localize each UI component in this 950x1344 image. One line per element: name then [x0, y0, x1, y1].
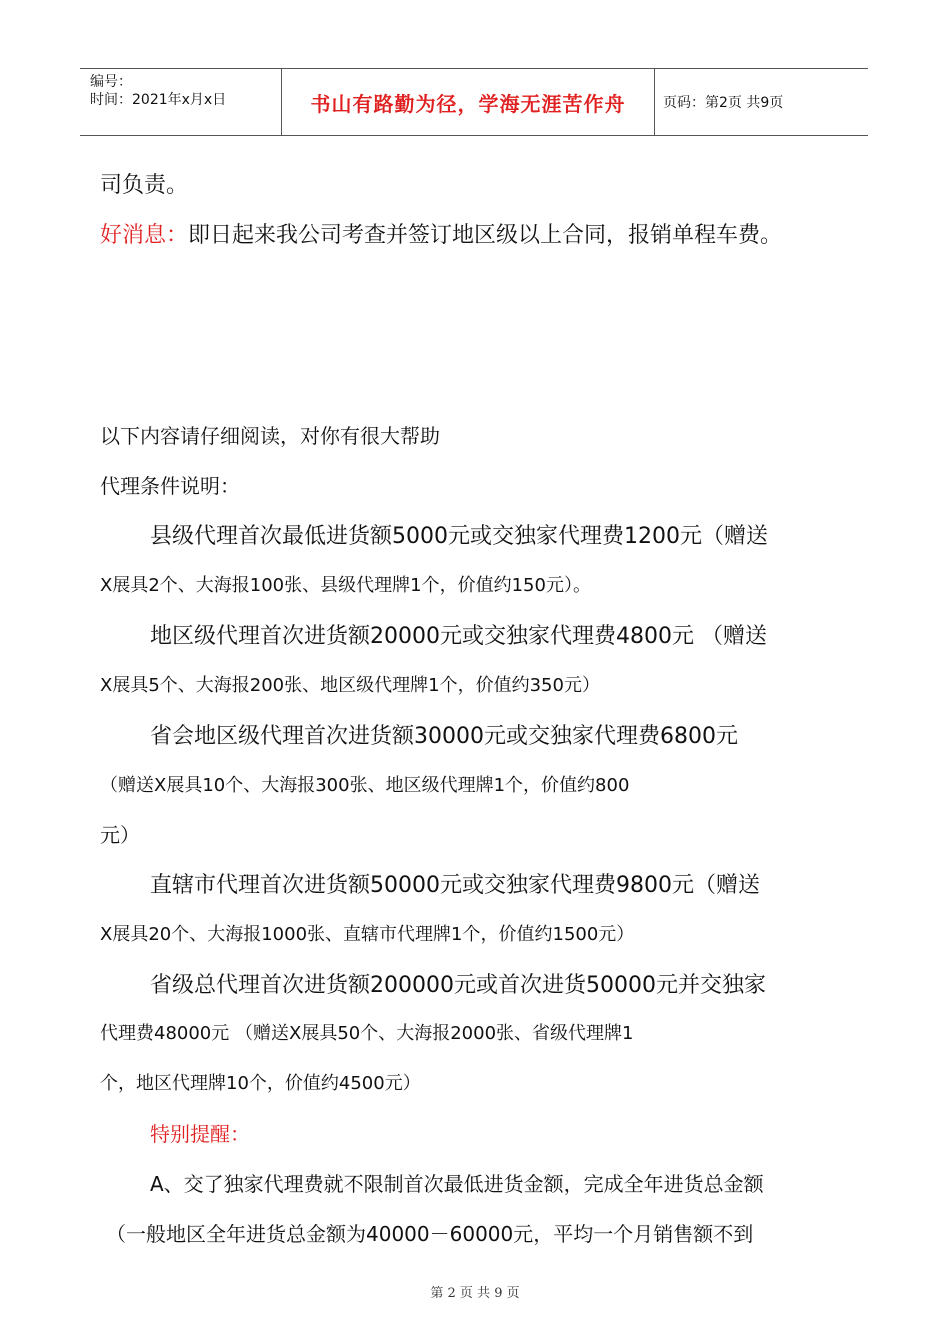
capital-line-1: 省会地区级代理首次进货额30000元或交独家代理费6800元	[150, 724, 738, 749]
capital-line-3: 元）	[100, 823, 140, 847]
good-news-line	[100, 218, 782, 249]
header-meta	[80, 69, 282, 135]
page-footer: 第 2 页 共 9 页	[430, 1286, 520, 1301]
municipal-line-1: 直辖市代理首次进货额50000元或交独家代理费9800元（赠送	[150, 873, 760, 898]
good-news-text: 即日起来我公司考查并签订地区级以上合同，报销单程车费。	[188, 223, 783, 248]
region-line-2: X展具5个、大海报200张、地区级代理牌1个，价值约350元）	[100, 675, 600, 696]
header-page-label: 页码：第2页 共9页	[663, 95, 784, 111]
reminder-a-line-2: （一般地区全年进货总金额为40000－60000元，平均一个月销售额不到	[106, 1222, 754, 1246]
intro-text: 以下内容请仔细阅读，对你有很大帮助	[100, 424, 440, 448]
county-line-2: X展具2个、大海报100张、县级代理牌1个，价值约150元）。	[100, 575, 591, 596]
reminder-title: 特别提醒：	[150, 1122, 250, 1146]
county-line-1: 县级代理首次最低进货额5000元或交独家代理费1200元（赠送	[150, 524, 768, 549]
region-line-1: 地区级代理首次进货额20000元或交独家代理费4800元 （赠送	[150, 624, 767, 649]
capital-line-2: （赠送X展具10个、大海报300张、地区级代理牌1个，价值约800	[100, 775, 630, 796]
document-header	[80, 68, 868, 136]
time-label: 时间：2021年x月x日	[90, 92, 227, 108]
province-line-2: 代理费48000元 （赠送X展具50个、大海报2000张、省级代理牌1	[100, 1023, 634, 1044]
good-news-label: 好消息：	[100, 223, 189, 248]
text-line: 司负责。	[100, 173, 189, 198]
reminder-a-line-1: A、交了独家代理费就不限制首次最低进货金额，完成全年进货总金额	[150, 1172, 764, 1196]
province-line-1: 省级总代理首次进货额200000元或首次进货50000元并交独家	[150, 973, 766, 998]
header-motto: 书山有路勤为径，学海无涯苦作舟	[282, 69, 655, 135]
province-line-3: 个，地区代理牌10个，价值约4500元）	[100, 1073, 421, 1094]
number-label: 编号：	[90, 74, 132, 90]
conditions-title: 代理条件说明：	[100, 474, 240, 498]
municipal-line-2: X展具20个、大海报1000张、直辖市代理牌1个，价值约1500元）	[100, 924, 635, 945]
